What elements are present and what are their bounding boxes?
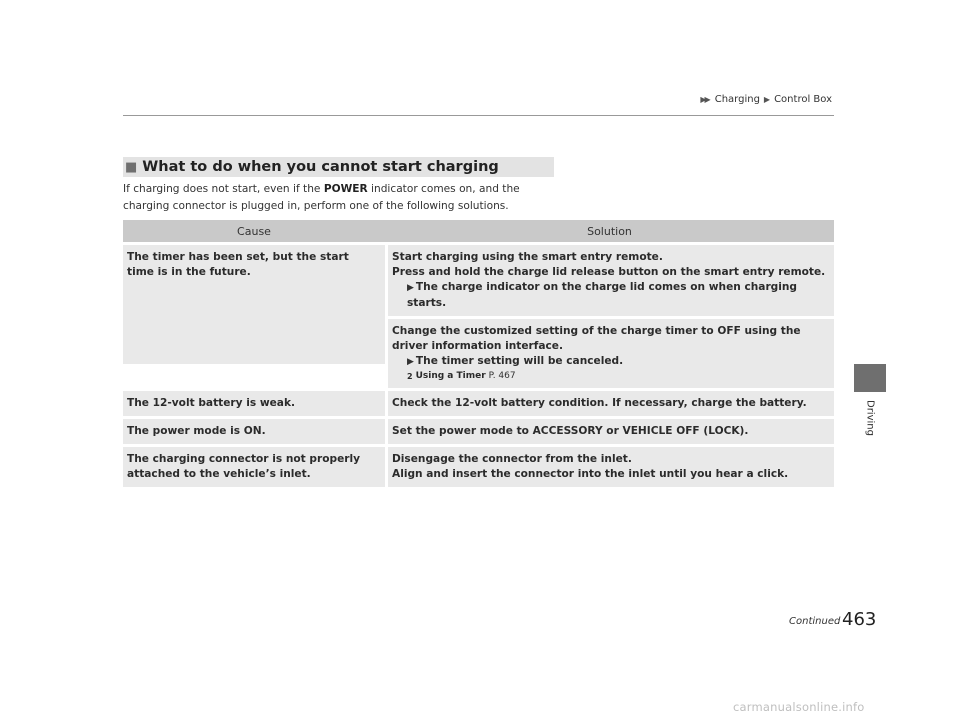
table-row (123, 391, 834, 416)
solution-group (388, 447, 834, 487)
solution-group (388, 391, 834, 416)
solution-cell (388, 447, 834, 487)
cause-cell: The charging connector is not properly attached to the vehicle’s inlet. (123, 447, 385, 487)
section-title: What to do when you cannot start charging (142, 159, 499, 175)
continued-label: Continued (789, 616, 841, 627)
double-arrow-icon: ▶▶ (700, 95, 709, 104)
subnote-text: The timer setting will be canceled. (415, 355, 624, 367)
table-row (123, 447, 834, 487)
reference-label: Using a Timer (415, 371, 486, 381)
solution-cell (388, 319, 834, 388)
subnote-text: The charge indicator on the charge lid comes on when charging starts. (407, 281, 798, 309)
arrow-icon: ▶ (407, 283, 414, 293)
watermark: carmanualsonline.info (733, 700, 865, 714)
arrow-icon: ▶ (407, 357, 414, 367)
reference-page: P. 467 (488, 371, 516, 381)
header-solution: Solution (587, 224, 632, 238)
chapter-label: Driving (864, 400, 876, 436)
solution-line: Press and hold the charge lid release button on the smart entry remote. (392, 266, 826, 278)
section-header (123, 157, 554, 177)
intro-emphasis: POWER (323, 183, 368, 195)
cause-cell: The timer has been set, but the start time is in the future. (123, 245, 385, 364)
cause-cell: The 12-volt battery is weak. (123, 391, 385, 416)
square-bullet-icon: ■ (125, 159, 138, 175)
solution-cell (388, 245, 834, 316)
solution-line: Start charging using the smart entry remote. (392, 251, 663, 263)
solution-group (388, 419, 834, 444)
solution-subnote (392, 280, 828, 311)
solution-cell: Check the 12-volt battery condition. If necessary, charge the battery. (388, 391, 834, 416)
page-number: 463 (842, 609, 877, 630)
chapter-tab[interactable] (854, 364, 886, 392)
breadcrumb-item-charging[interactable]: Charging (714, 94, 760, 105)
solution-subnote (392, 354, 828, 370)
header-rule (123, 115, 834, 116)
solution-line: Align and insert the connector into the inlet until you hear a click. (392, 468, 789, 480)
table-row (123, 245, 834, 388)
intro-paragraph (123, 181, 563, 215)
reference-icon: 2 (407, 372, 413, 381)
troubleshooting-table (123, 220, 834, 487)
table-row (123, 419, 834, 444)
cause-cell: The power mode is ON. (123, 419, 385, 444)
solution-line: Change the customized setting of the charge timer to OFF using the driver information interface. (392, 325, 801, 352)
table-header (123, 220, 834, 242)
solution-line: Disengage the connector from the inlet. (392, 453, 632, 465)
intro-text-2: indicator comes on, and the charging connector is plugged in, perform one of the following solutions. (123, 183, 520, 212)
arrow-icon: ▶ (763, 95, 771, 104)
intro-text-1: If charging does not start, even if the (123, 183, 324, 195)
solution-group (388, 245, 834, 388)
breadcrumb-item-control-box[interactable]: Control Box (774, 94, 832, 105)
header-cause: Cause (237, 224, 271, 238)
breadcrumb (700, 94, 832, 105)
page-reference-link[interactable] (392, 370, 828, 383)
solution-cell: Set the power mode to ACCESSORY or VEHICLE OFF (LOCK). (388, 419, 834, 444)
